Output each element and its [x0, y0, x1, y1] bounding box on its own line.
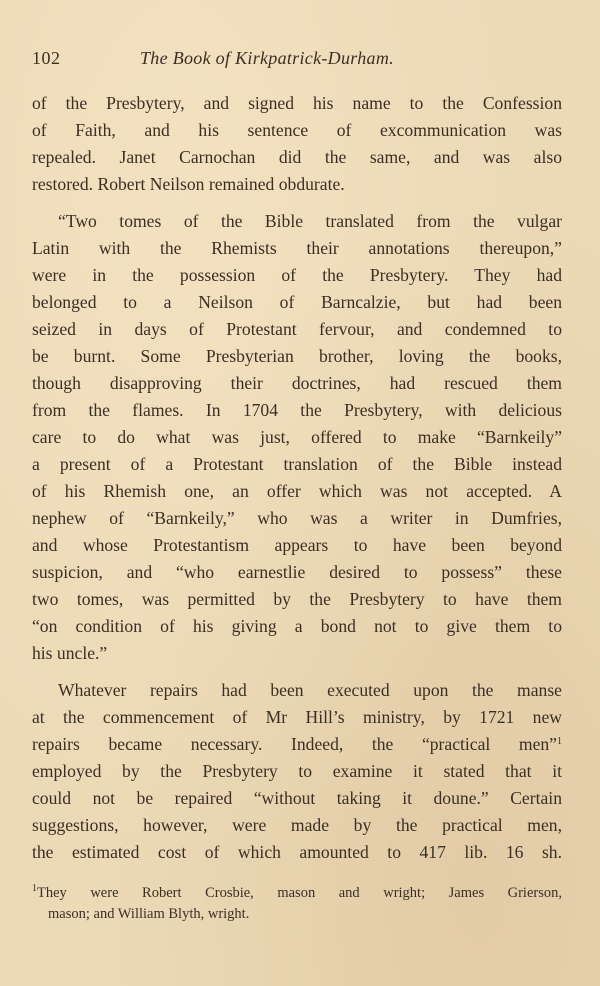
text-line: his uncle.”	[32, 643, 108, 663]
text-line: repealed. Janet Carnochan did the same, and was also	[32, 147, 562, 167]
text-line: two tomes, was permitted by the Presbytery to have them	[32, 589, 562, 609]
text-line: nephew of “Barnkeily,” who was a writer in Dumfries,	[32, 508, 562, 528]
text-line: be burnt. Some Presbyterian brother, loving the books,	[32, 346, 562, 366]
text-line: Whatever repairs had been executed upon the manse	[58, 680, 562, 700]
text-line: could not be repaired “without taking it doune.” Certain	[32, 788, 562, 808]
text-line-with-footnote	[32, 731, 562, 758]
page-number: 102	[32, 48, 61, 68]
footnote	[32, 883, 562, 925]
book-title: The Book of Kirkpatrick-Durham.	[140, 48, 394, 68]
text-line: suspicion, and “who earnestlie desired to possess” these	[32, 562, 562, 582]
text-line: were in the possession of the Presbytery. They had	[32, 265, 562, 285]
text-line: belonged to a Neilson of Barncalzie, but had been	[32, 292, 562, 312]
paragraph-1	[32, 90, 562, 198]
footnote-line: mason; and William Blyth, wright.	[48, 906, 250, 922]
text-line: though disapproving their doctrines, had rescued them	[32, 373, 562, 393]
footnote-marker: 1	[557, 736, 562, 747]
text-line: “Two tomes of the Bible translated from the vulgar	[58, 211, 562, 231]
text-line: a present of a Protestant translation of the Bible instead	[32, 454, 562, 474]
text-line: “on condition of his giving a bond not to give them to	[32, 616, 562, 636]
text-line: suggestions, however, were made by the practical men,	[32, 815, 562, 835]
body-text	[32, 90, 562, 876]
footnote-number: 1	[32, 883, 37, 894]
text-line: care to do what was just, offered to make “Barnkeily”	[32, 427, 562, 447]
text-line: seized in days of Protestant fervour, and condemned to	[32, 319, 562, 339]
text-line-fragment: repairs became necessary. Indeed, the “practical men”	[32, 734, 557, 754]
text-line: from the flames. In 1704 the Presbytery, with delicious	[32, 400, 562, 420]
text-line: the estimated cost of which amounted to 417 lib. 16 sh.	[32, 842, 562, 862]
text-line: employed by the Presbytery to examine it stated that it	[32, 761, 562, 781]
text-line: restored. Robert Neilson remained obdurate.	[32, 174, 345, 194]
footnote-line	[32, 883, 562, 904]
text-line: of the Presbytery, and signed his name to the Confession	[32, 93, 562, 113]
footnote-text: They were Robert Crosbie, mason and wright; James Grierson,	[37, 885, 562, 901]
paragraph-2	[32, 208, 562, 667]
text-line: of his Rhemish one, an offer which was not accepted. A	[32, 481, 562, 501]
text-line: and whose Protestantism appears to have been beyond	[32, 535, 562, 555]
running-head	[32, 48, 562, 74]
text-line: Latin with the Rhemists their annotations thereupon,”	[32, 238, 562, 258]
text-line: at the commencement of Mr Hill’s ministry, by 1721 new	[32, 707, 562, 727]
paragraph-3	[32, 677, 562, 866]
text-line: of Faith, and his sentence of excommunication was	[32, 120, 562, 140]
